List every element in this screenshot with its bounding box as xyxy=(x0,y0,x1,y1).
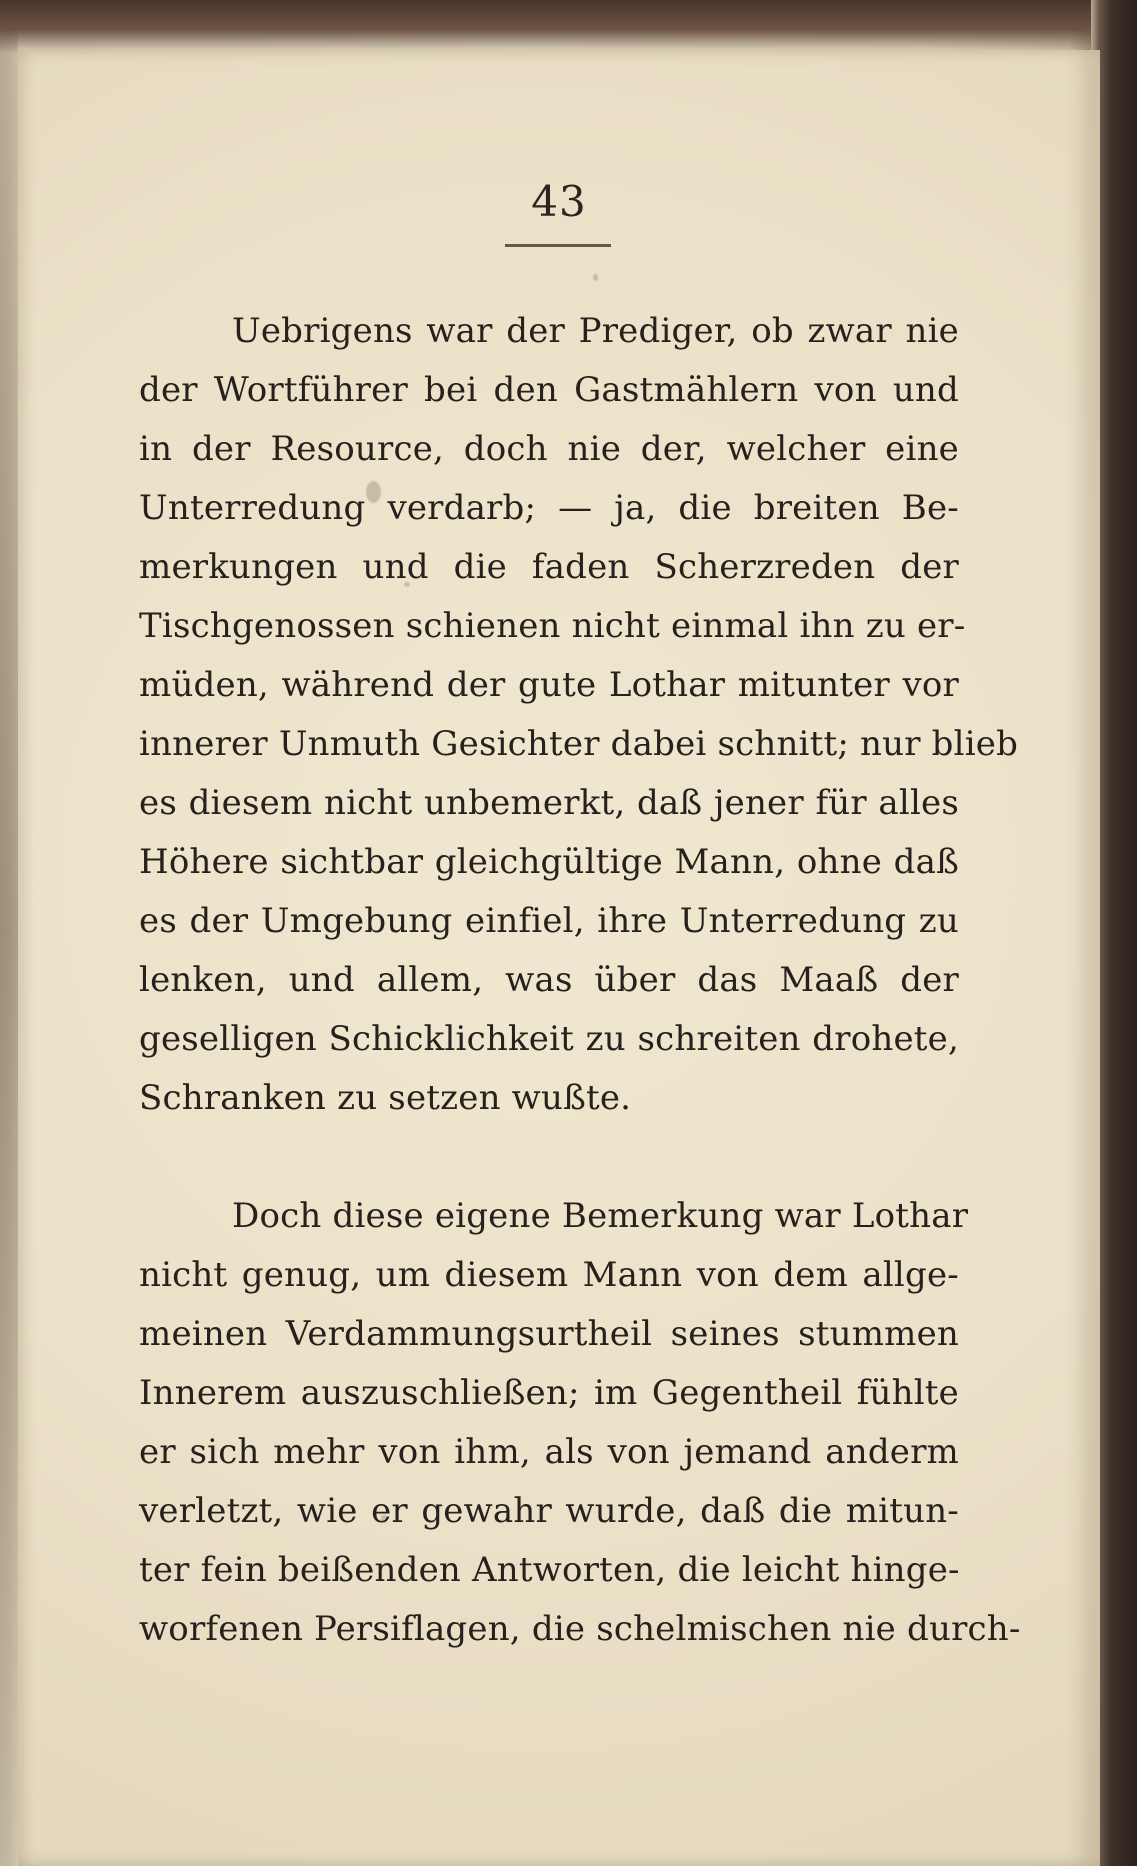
paragraph-line: es der Umgebung einfiel, ihre Unterredung zu xyxy=(139,901,959,941)
paragraph-line: Schranken zu setzen wußte. xyxy=(139,1078,632,1118)
paragraph-line: müden, während der gute Lothar mitunter vor xyxy=(139,665,959,705)
paragraph-line: Innerem auszuschließen; im Gegentheil fühlte xyxy=(139,1373,959,1413)
paragraph-line: er sich mehr von ihm, als von jemand anderm xyxy=(139,1432,959,1472)
paragraph-gap xyxy=(139,1128,959,1187)
paragraph-line: Doch diese eigene Bemerkung war Lothar xyxy=(232,1196,969,1236)
book-gutter xyxy=(0,0,18,1866)
paragraph-line: es diesem nicht unbemerkt, daß jener für alles xyxy=(139,783,959,823)
paragraph-line: merkungen und die faden Scherzreden der xyxy=(139,547,959,587)
page-text xyxy=(139,302,1021,1659)
paragraph-line: ter fein beißenden Antworten, die leicht hinge- xyxy=(139,1550,960,1590)
paper-spot xyxy=(593,274,598,281)
paragraph-line: in der Resource, doch nie der, welcher eine xyxy=(139,429,959,469)
paragraph-line: Uebrigens war der Prediger, ob zwar nie xyxy=(232,311,959,351)
paragraph-line: Tischgenossen schienen nicht einmal ihn zu er- xyxy=(139,606,966,646)
header-rule xyxy=(505,244,611,247)
paragraph-line: geselligen Schicklichkeit zu schreiten drohete, xyxy=(139,1019,959,1059)
printed-page xyxy=(18,50,1100,1866)
paragraph-line: Höhere sichtbar gleichgültige Mann, ohne daß xyxy=(139,842,959,882)
page-number: 43 xyxy=(531,177,587,226)
paragraph-line: der Wortführer bei den Gastmählern von und xyxy=(139,370,959,410)
book-cover-top-edge xyxy=(0,0,1137,54)
paragraph-line: worfenen Persiflagen, die schelmischen nie durch- xyxy=(139,1609,1021,1649)
paragraph-line: meinen Verdammungsurtheil seines stummen xyxy=(139,1314,959,1354)
paragraph-line: Unterredung verdarb; — ja, die breiten Be- xyxy=(139,488,959,528)
paragraph-line: verletzt, wie er gewahr wurde, daß die mitun- xyxy=(139,1491,959,1531)
paragraph-line: nicht genug, um diesem Mann von dem allge- xyxy=(139,1255,959,1295)
paragraph-line: innerer Unmuth Gesichter dabei schnitt; nur blieb xyxy=(139,724,1019,764)
paragraph-line: lenken, und allem, was über das Maaß der xyxy=(139,960,959,1000)
